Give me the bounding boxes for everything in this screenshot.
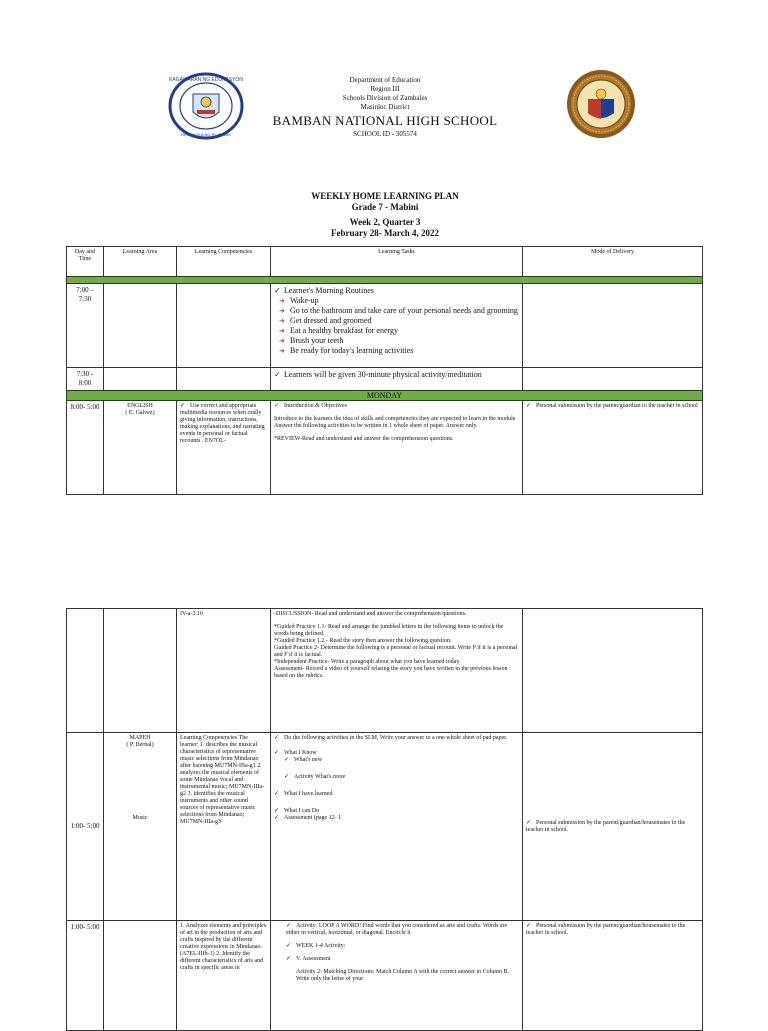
english-time: 8:00- 5:00 (67, 401, 104, 495)
region-text: Region III (370, 85, 400, 93)
english-area: ENGLISH (127, 403, 153, 409)
english-competency-cont: IV-a-3.10 (177, 609, 271, 733)
learning-plan-table-continued (66, 608, 703, 1031)
physical-time: 7:30 - 8:00 (67, 368, 104, 391)
english-guided-1-2: *Guided Practice 1.2 - Read the story then answer the following question. (274, 638, 452, 644)
checkmark-icon: ✓ (274, 791, 280, 797)
mapeh-area: MAPEH (129, 735, 151, 741)
school-logo-icon (566, 69, 636, 139)
arrow-bullet-icon: ➜ (279, 307, 285, 315)
checkmark-icon: ✓ (286, 943, 292, 949)
svg-text:REPUBLIKA NG PILIPINAS: REPUBLIKA NG PILIPINAS (181, 132, 231, 137)
english-task-heading: Introduction & Objectives (284, 403, 347, 409)
monday-row (67, 391, 703, 401)
checkmark-icon: ✓ (284, 757, 290, 763)
table-row (67, 921, 703, 1031)
header-mode-delivery: Mode of Delivery (523, 247, 703, 277)
checkmark-icon: ✓ (180, 403, 186, 409)
english-guided-1-1: *Guided Practice 1.1- Read and arrange the jumbled letters in the following items to unlock the words being defined. (274, 624, 504, 637)
deped-seal-icon (167, 72, 245, 140)
english-teacher: ( E. Galvez) (125, 410, 155, 416)
routine-list (274, 296, 519, 356)
arrow-bullet-icon: ➜ (279, 327, 285, 335)
checkmark-icon: ✓ (284, 774, 290, 780)
plan-title-dates: February 28- March 4, 2022 (330, 228, 440, 238)
list-item: ➜ Get dressed and groomed (279, 316, 372, 325)
district-text: Masinloc District (360, 103, 410, 111)
arrow-bullet-icon: ➜ (279, 297, 285, 305)
arrow-bullet-icon: ➜ (279, 317, 285, 325)
arts-competency: 1. Analyzes elements and principles of art in the production of arts and crafts inspired by the different creative expressions in Mindanao. (A7EL-IIIb-1) 2. Identify the different characteristics of arts and crafts in specific areas in (177, 921, 271, 1031)
checkmark-icon: ✓ (274, 403, 280, 409)
list-item: ➜ Go to the bathroom and take care of your personal needs and grooming (279, 306, 518, 315)
arrow-bullet-icon: ➜ (279, 337, 285, 345)
checkmark-icon: ✓ (274, 808, 280, 814)
division-text: Schools Division of Zambales (342, 94, 428, 102)
checkmark-icon: ✓ (274, 750, 280, 756)
mapeh-whats-new: What's new (294, 757, 322, 763)
header-day-time: Day and Time (67, 247, 104, 277)
english-task-p2: Answer the following activities to be written in 1 whole sheet of paper. Answer only. (274, 423, 478, 429)
checkmark-icon: ✓ (286, 956, 292, 962)
table-row (67, 368, 703, 391)
routine-heading: Learner's Morning Routines (284, 286, 374, 295)
checkmark-icon: ✓ (286, 923, 292, 929)
routine-time: 7:00 – 7:30 (67, 284, 104, 368)
learning-plan-table (66, 246, 703, 495)
arts-time: 1:00- 5:00 (67, 921, 104, 1031)
english-discussion: -DISCUSSION- Read and understand and answer the comprehension questions. (274, 611, 467, 617)
svg-text:KAGAWARAN NG EDUKASYON: KAGAWARAN NG EDUKASYON (169, 77, 243, 83)
green-divider (67, 277, 703, 284)
arts-task-1: Activity: LOOP A WORD! Find words that you considered as arts and crafts. Words are either in vertical, horizontal, or diagonal. Encircle it (286, 923, 508, 936)
arts-task-3: V. Assessment (296, 956, 331, 962)
mapeh-whats-more: Activity What's more (294, 774, 346, 780)
department-text: Department of Education (349, 76, 421, 84)
checkmark-icon: ✓ (526, 403, 532, 409)
mapeh-what-can-do: What I can Do (284, 808, 320, 814)
arts-task-2: WEEK 1-4 Activity: (296, 943, 346, 949)
list-item: ➜ Brush your teeth (279, 336, 344, 345)
table-header-row (67, 247, 703, 277)
mapeh-what-learned: What I have learned (284, 791, 333, 797)
checkmark-icon: ✓ (274, 735, 280, 741)
school-name: BAMBAN NATIONAL HIGH SCHOOL (272, 113, 498, 128)
table-row (67, 401, 703, 495)
mapeh-time: 1:00- 5:00 (67, 733, 104, 921)
plan-title-line1: WEEKLY HOME LEARNING PLAN (311, 191, 459, 201)
checkmark-icon: ✓ (274, 370, 281, 379)
table-row (67, 733, 703, 921)
english-delivery: Personal submission by the parent/guardian to the teacher in school (536, 403, 698, 409)
mapeh-assessment: Assessment (page 12- 1 (284, 815, 342, 821)
checkmark-icon: ✓ (274, 815, 280, 821)
mapeh-delivery: Personal submission by the parent/guardian/housemates to the teacher in school. (526, 819, 686, 833)
header-competencies: Learning Competencies (177, 247, 271, 277)
list-item: ➜ Wake-up (279, 296, 319, 305)
mapeh-competency: Learning Competencies The learner: 1. describes the musical characteristics of representative music selections from Mindanao after listening MU7MN-IIIa-g1 2. analyzes the musical elements of some Mindanao vocal and instrumental music; MU7MN-IIIa-g2 3. identifies the musical instruments and other sound sources of representative music selections from Mindanao; MU7MN-IIIa-g3 (177, 733, 271, 921)
english-task-p1: Introduce to the learners the idea of skills and competencies they are expected to learn in the module (274, 416, 516, 422)
routine-tasks (271, 284, 523, 368)
english-task-p3: *REVIEW-Read and understand and answer the comprehension questions. (274, 436, 454, 442)
header-learning-area: Learning Area (104, 247, 177, 277)
english-competency: Use correct and appropriate multimedia resources when orally giving information, instructions, making explanations, and narrating events in personal or factual recounts . EN7OL- (180, 403, 265, 444)
checkmark-icon: ✓ (526, 819, 532, 826)
mapeh-teacher: ( P. Bernal) (126, 742, 154, 748)
english-assessment: Assessment- Record a video of yourself relating the story you have written in the previous lesson based on the rubrics. (274, 666, 508, 679)
arrow-bullet-icon: ➜ (279, 347, 285, 355)
plan-title (230, 191, 540, 239)
mapeh-subarea: Music (132, 815, 148, 821)
plan-title-week: Week 2, Quarter 3 (349, 217, 421, 227)
school-id: SCHOOL ID - 305574 (353, 130, 417, 138)
physical-task: Learners will be given 30-minute physical activity/meditation (284, 370, 482, 379)
checkmark-icon: ✓ (526, 923, 532, 929)
checkmark-icon: ✓ (274, 286, 281, 295)
arts-delivery: Personal submission by the parent/guardian/housemates to the teacher in school. (526, 923, 686, 936)
english-independent: *Independent Practice- Write a paragraph about what you have learned today. (274, 659, 461, 665)
monday-label: MONDAY (67, 391, 703, 401)
arts-task-4: Activity 2: Matching Directions: Match Column A with the correct answer in Column B. Write only the letter of your (296, 969, 509, 982)
plan-title-grade: Grade 7 - Mabini (351, 202, 419, 212)
mapeh-intro: Do the following activities in the SLM, Write your answer to a one whole sheet of pad paper. (284, 735, 508, 741)
header-learning-tasks: Learning Tasks (271, 247, 523, 277)
table-row (67, 284, 703, 368)
list-item: ➜ Be ready for today's learning activities (279, 346, 414, 355)
english-guided-2: Guided Practice 2- Determine the following is a personal or factual recount. Write P if it is a personal and F if it is factual. (274, 645, 518, 658)
school-header (250, 76, 520, 139)
mapeh-what-i-know: What I Know (284, 750, 317, 756)
table-row (67, 609, 703, 733)
list-item: ➜ Eat a healthy breakfast for energy (279, 326, 399, 335)
